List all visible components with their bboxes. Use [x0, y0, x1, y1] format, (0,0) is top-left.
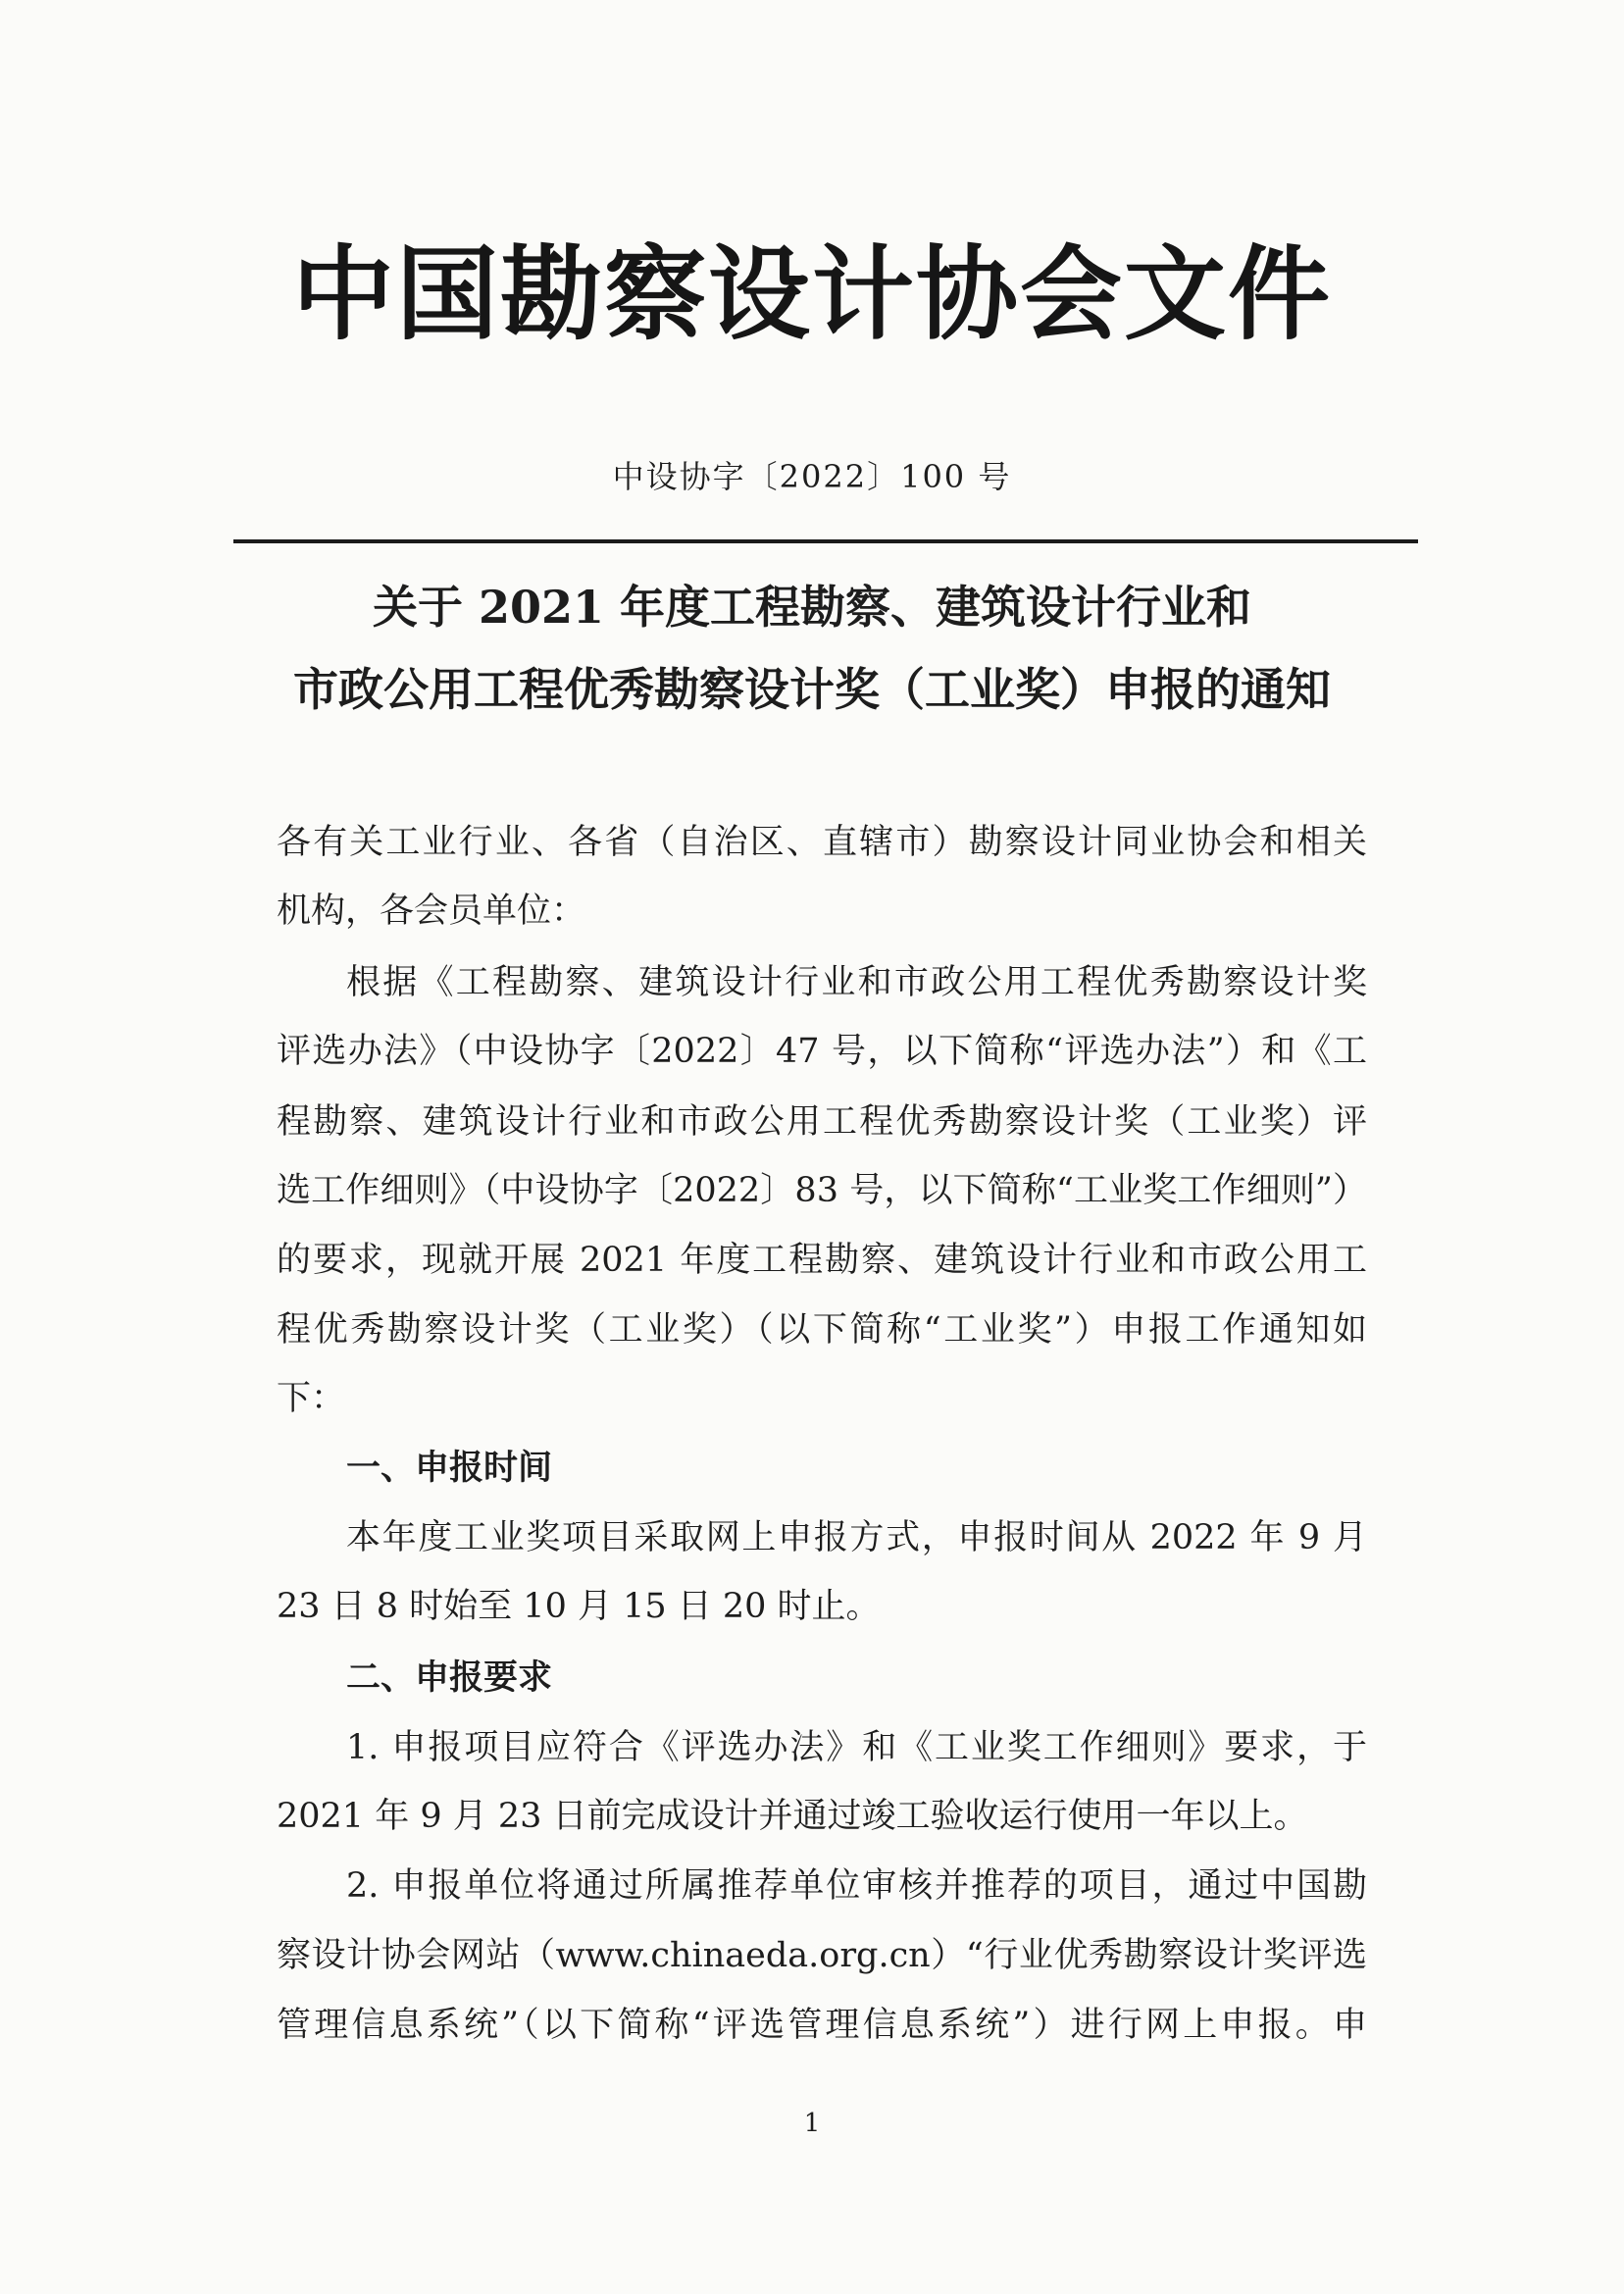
header-divider	[233, 539, 1418, 543]
addressee-line-1: 各有关工业行业、各省（自治区、直辖市）勘察设计同业协会和相关	[277, 823, 1367, 862]
document-number: 中设协字〔2022〕100 号	[612, 458, 1012, 495]
notice-title-line-2: 市政公用工程优秀勘察设计奖（工业奖）申报的通知	[293, 663, 1331, 716]
body-line: 察设计协会网站（www.chinaeda.org.cn）“行业优秀勘察设计奖评选	[277, 1936, 1367, 1975]
body-line: 程勘察、建筑设计行业和市政公用工程优秀勘察设计奖（工业奖）评	[277, 1102, 1367, 1142]
body-line: 根据《工程勘察、建筑设计行业和市政公用工程优秀勘察设计奖	[346, 963, 1367, 1002]
body-line: 选工作细则》（中设协字〔2022〕83 号，以下简称“工业奖工作细则”）	[277, 1171, 1367, 1210]
section-heading-2: 二、申报要求	[346, 1657, 553, 1698]
body-line: 本年度工业奖项目采取网上申报方式，申报时间从 2022 年 9 月	[346, 1518, 1367, 1557]
section-heading-1: 一、申报时间	[346, 1448, 553, 1488]
body-line: 评选办法》（中设协字〔2022〕47 号，以下简称“评选办法”）和《工	[277, 1032, 1367, 1071]
body-line: 2. 申报单位将通过所属推荐单位审核并推荐的项目，通过中国勘	[346, 1866, 1367, 1906]
body-line: 的要求，现就开展 2021 年度工程勘察、建筑设计行业和市政公用工	[277, 1241, 1367, 1280]
body-line: 下：	[277, 1379, 346, 1418]
body-line: 程优秀勘察设计奖（工业奖）（以下简称“工业奖”）申报工作通知如	[277, 1310, 1367, 1350]
body-line: 1. 申报项目应符合《评选办法》和《工业奖工作细则》要求，于	[346, 1728, 1367, 1767]
issuing-org-header: 中国勘察设计协会文件	[291, 233, 1332, 354]
body-line: 2021 年 9 月 23 日前完成设计并通过竣工验收运行使用一年以上。	[277, 1797, 1308, 1836]
addressee-line-2: 机构，各会员单位：	[277, 892, 586, 931]
body-line: 管理信息系统”（以下简称“评选管理信息系统”）进行网上申报。申	[277, 2006, 1367, 2045]
body-line: 23 日 8 时始至 10 月 15 日 20 时止。	[277, 1587, 881, 1626]
page-number: 1	[803, 2109, 821, 2138]
notice-title-line-1: 关于 2021 年度工程勘察、建筑设计行业和	[372, 581, 1252, 634]
